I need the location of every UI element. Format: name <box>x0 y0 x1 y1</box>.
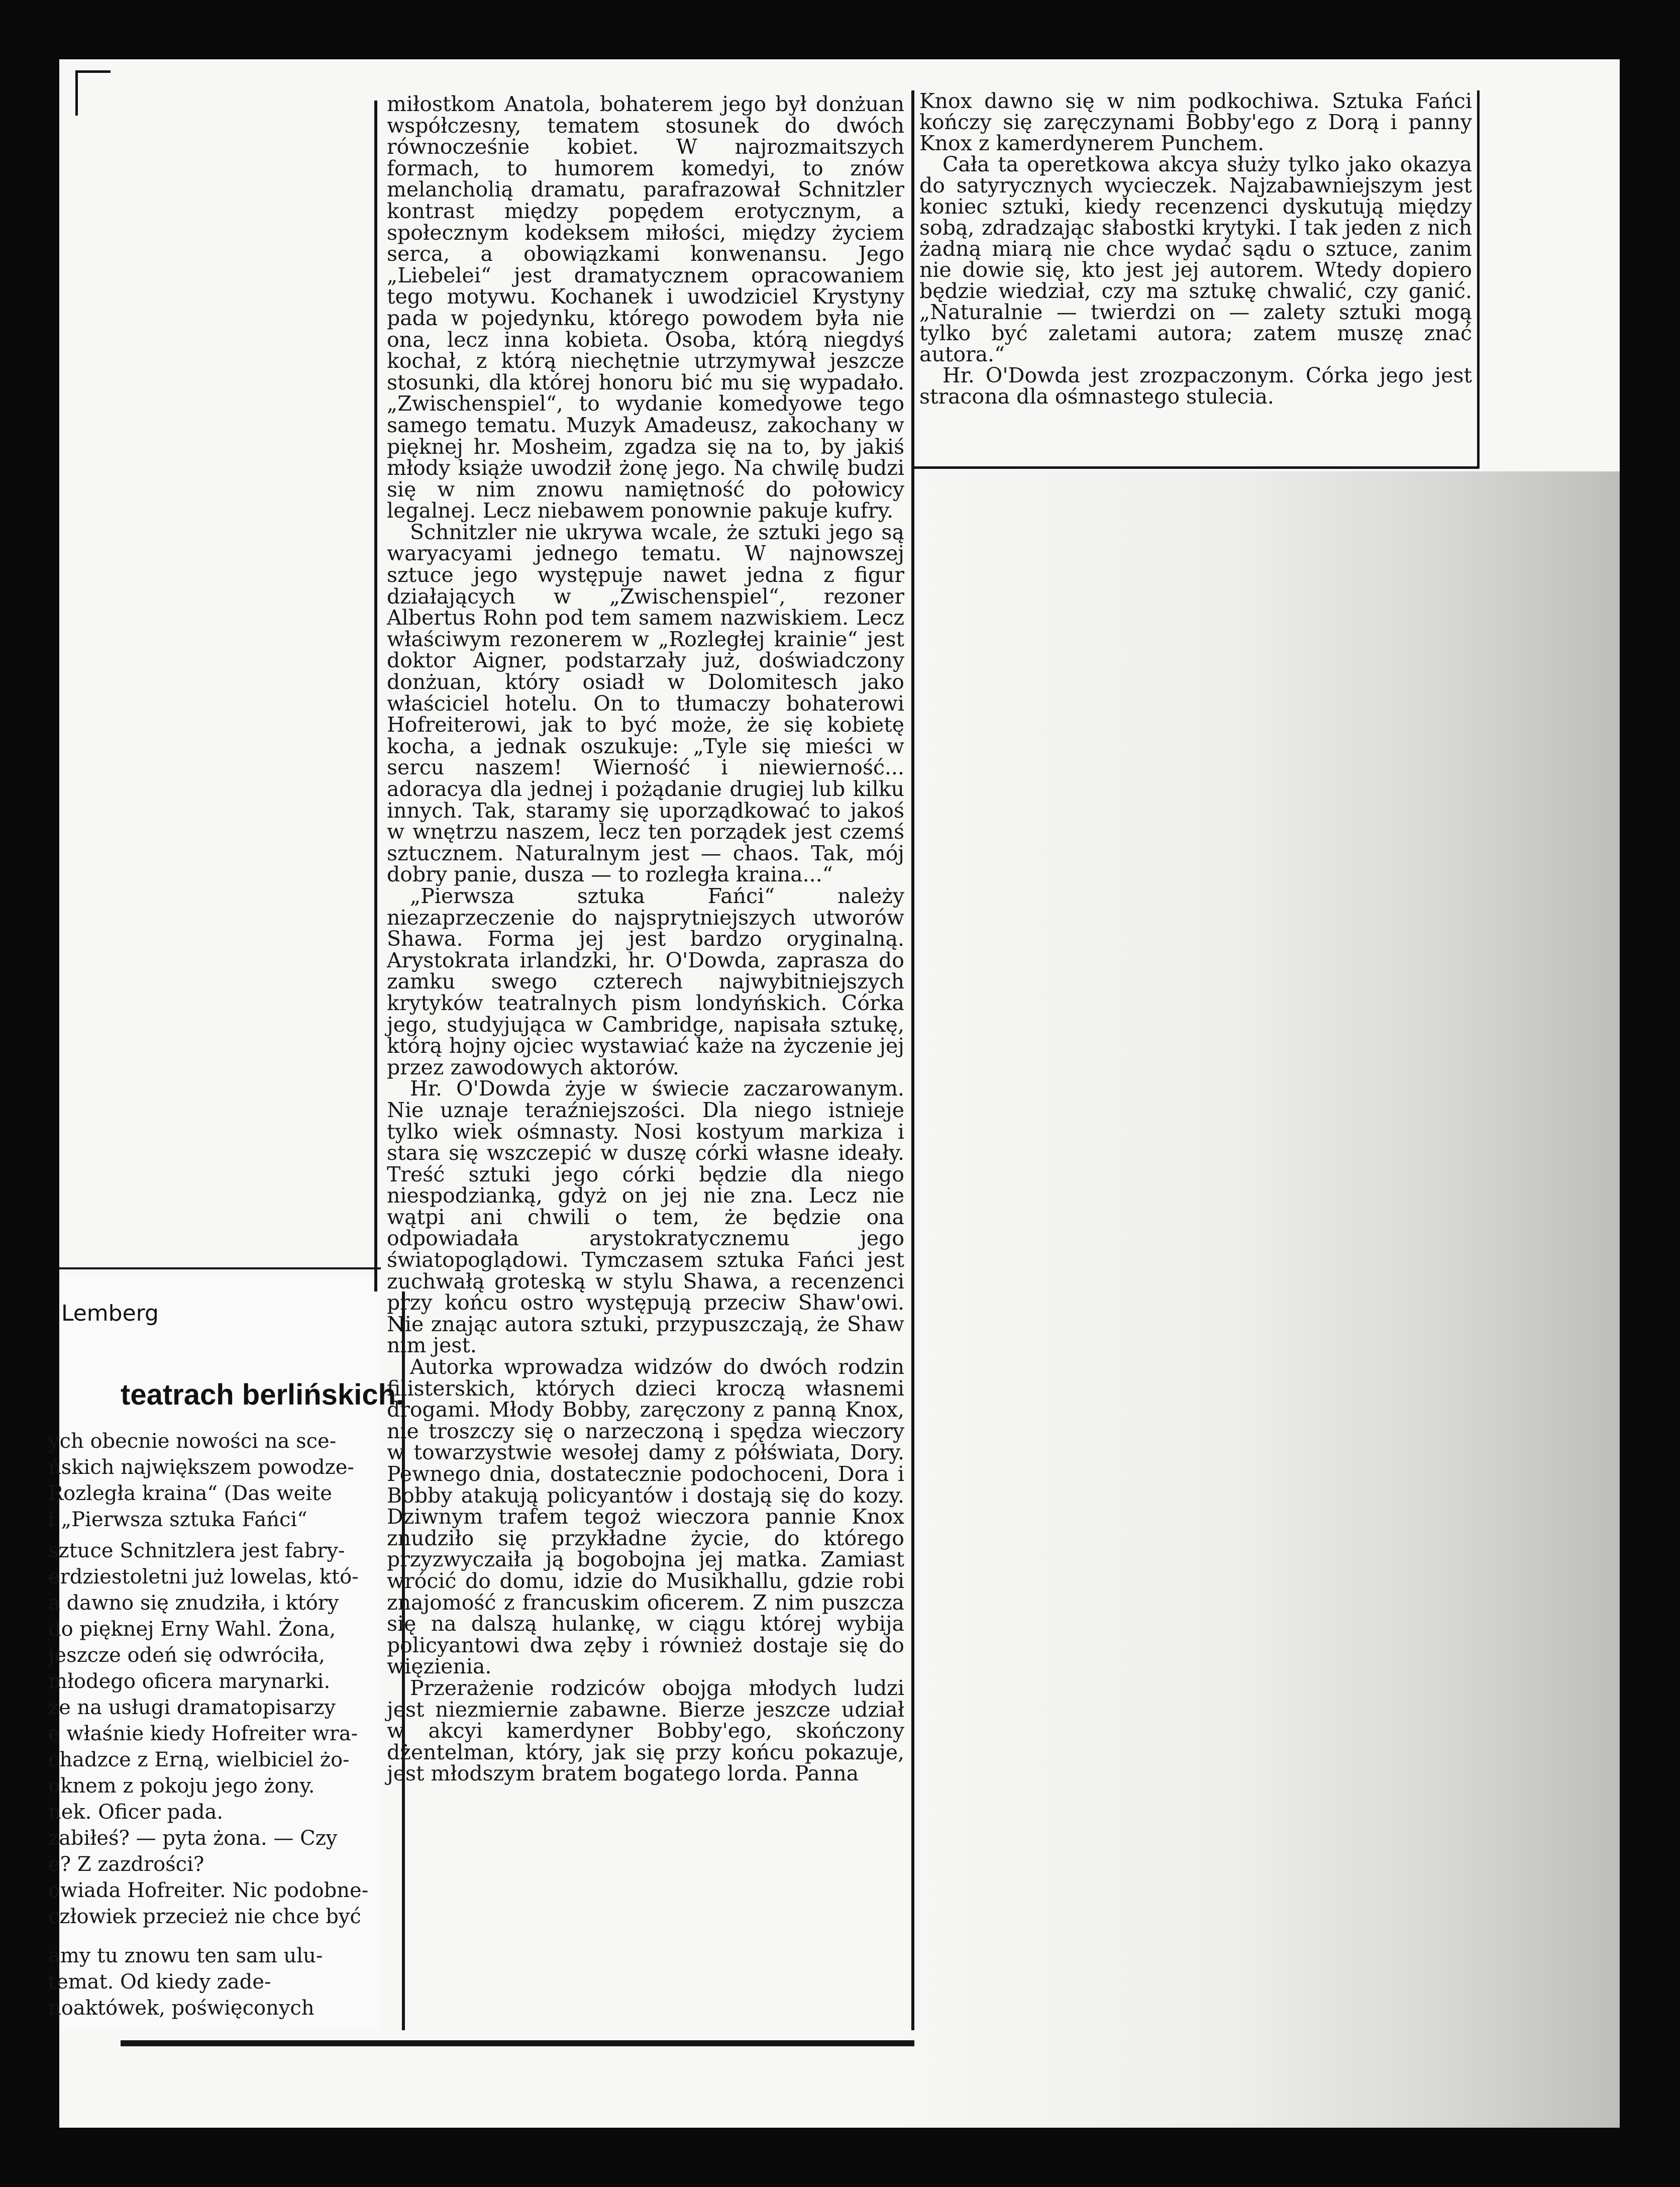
text-line: ych obecnie nowości na sce- <box>48 1430 337 1453</box>
paragraph: Hr. O'Dowda żyje w świecie zaczarowanym. Nie uznaje teraźniejszości. Dla niego istnieje tylko wiek ośmnasty. Nosi kostyum markiza i stara się wszczepić w duszę córki własne ideały. Treść sztuki jego córki będzie dla niego niespodzianką, gdyż on jej nie zna. Lecz nie wątpi ani chwili o tem, że będzie ona odpowiadała arystokratycznemu jego światopoglądowi. Tymczasem sztuka Fańci jest zuchwałą groteską w stylu Shawa, a recenzenci przy końcu ostro występują przeciw Shaw'owi. Nie znając autora sztuki, przypuszczają, że Shaw nim jest. <box>387 1076 904 1358</box>
right-column-right-rule <box>1477 90 1480 468</box>
left-clipping-top-rule <box>59 1267 381 1269</box>
text-line: erdziestoletni już lowelas, któ- <box>48 1565 359 1588</box>
text-line: jeszcze odeń się odwróciła, <box>48 1644 325 1667</box>
text-line: ze na usługi dramatopisarzy <box>48 1696 336 1719</box>
text-line: sztuce Schnitzlera jest fabry- <box>48 1539 345 1562</box>
paragraph: Hr. O'Dowda jest zrozpaczonym. Córka jego jest stracona dla ośmnastego stulecia. <box>919 363 1472 409</box>
text-line: do pięknej Erny Wahl. Żona, <box>48 1618 336 1641</box>
text-line: a dawno się znudziła, i który <box>48 1592 339 1615</box>
text-line: i „Pierwsza sztuka Fańci“ <box>48 1508 307 1531</box>
paragraph: miłostkom Anatola, bohaterem jego był donżuan współczesny, tematem stosunek do dwóch równocześnie kobiet. W najrozmaitszych formach, to humorem komedyi, to znów melancholią dramatu, parafrazował Schnitzler kontrast między popędem erotycznym, a społecznym kodeksem miłości, między życiem serca, a obowiązkami konwenansu. Jego „Liebelei“ jest dramatycznem opracowaniem tego motywu. Kochanek i uwodziciel Krystyny pada w pojedynku, którego powodem była nie ona, lecz inna kobieta. Osoba, którą niegdyś kochał, z którą niechętnie utrzymywał jeszcze stosunki, dla której honoru bić mu się wypadało. „Zwischenspiel“, to wydanie komedyowe tego samego tematu. Muzyk Amadeusz, zakochany w pięknej hr. Mosheim, zgadza się na to, by jakiś młody książe uwodził żonę jego. Na chwilę budzi się w nim znowu namiętność do połowicy legalnej. Lecz niebawem ponownie pakuje kufry. <box>387 92 904 523</box>
corner-mark-top-left-v <box>75 70 78 116</box>
text-line: ńskich największem powodze- <box>48 1456 354 1479</box>
text-line: amy tu znowu ten sam ulu- <box>48 1944 323 1967</box>
right-column <box>919 90 1472 407</box>
text-line: oknem z pokoju jego żony. <box>48 1774 315 1798</box>
text-line: owiada Hofreiter. Nic podobne- <box>48 1879 369 1902</box>
paragraph: Autorka wprowadza widzów do dwóch rodzin filisterskich, których dzieci kroczą własnemi drogami. Młody Bobby, zaręczony z panną Knox, nie troszczy się o narzeczoną i spędza wieczory w towarzystwie wesołej damy z półświata, Dory. Pewnego dnia, dostatecznie podochoceni, Dora i Bobby atakują policyantów i dostają się do kozy. Dziwnym trafem tegoż wieczora pannie Knox znudziło się przykładne życie, do którego przyzwyczaiła ją bogobojna jej matka. Zamiast wrócić do domu, idzie do Musikhallu, gdzie robi znajomość z francuskim oficerem. Z nim puszcza się na dalszą hulankę, w ciągu której wybija policyantowi dwa zęby i również dostaje się do więzienia. <box>387 1355 904 1679</box>
paragraph: Przerażenie rodziców obojga młodych ludzi jest niezmiernie zabawne. Bierze jeszcze udział w akcyi kamerdyner Bobby'ego, skończony dżentelman, który, jak się przy końcu pokazuje, jest młodszym bratem bogatego lorda. Panna <box>387 1675 904 1786</box>
section-heading: teatrach berlińskich. <box>121 1378 404 1411</box>
paragraph: Schnitzler nie ukrywa wcale, że sztuki jego są waryacyami jednego tematu. W najnowszej sztuce jego występuje nawet jedna z figur działających w „Zwischenspiel“, rezoner Albertus Rohn pod tem samem nazwiskiem. Lecz właściwym rezonerem w „Rozległej krainie“ jest doktor Aigner, podstarzały już, doświadczony donżuan, który osiadł w Dolomitesch jako właściciel hotelu. On to tłumaczy bohaterowi Hofreiterowi, jak to być może, że się kobietę kocha, a jednak oszukuje: „Tyle się mieści w sercu naszem! Wierność i niewierność... adoracya dla jednej i pożądanie drugiej lub kilku innych. Tak, staramy się uporządkować to jakoś w wnętrzu naszem, lecz ten porządek jest czemś sztucznem. Naturalnym jest — chaos. Tak, mój dobry panie, dusza — to rozległa kraina...“ <box>387 520 904 887</box>
text-line: nek. Oficer pada. <box>48 1801 224 1824</box>
text-line: człowiek przecież nie chce być <box>48 1905 361 1928</box>
scan-shading <box>909 471 1620 2128</box>
text-line: zabiłeś? — pyta żona. — Czy <box>48 1827 338 1850</box>
column-divider-rule <box>911 90 914 2030</box>
middle-column-left-rule <box>374 101 377 1291</box>
right-column-bottom-rule <box>911 466 1479 469</box>
text-line: chadzce z Erną, wielbiciel żo- <box>48 1748 350 1771</box>
text-line: temat. Od kiedy zade- <box>48 1970 271 1994</box>
text-line: Rozległa kraina“ (Das weite <box>48 1482 332 1505</box>
paragraph: „Pierwsza sztuka Fańci“ należy niezaprzeczenie do najsprytniejszych utworów Shawa. Forma jej jest bardzo oryginalną. Arystokrata irlandzki, hr. O'Dowda, zaprasza do zamku swego czterech najwybitniejszych krytyków teatralnych pism londyńskich. Córka jego, studyjująca w Cambridge, napisała sztukę, którą hojny ojciec wystawiać każe na życzenie jej przez zawodowych aktorów. <box>387 883 904 1079</box>
text-line: e właśnie kiedy Hofreiter wra- <box>48 1722 358 1745</box>
middle-column <box>387 93 904 1784</box>
paragraph: Cała ta operetkowa akcya służy tylko jako okazya do satyrycznych wycieczek. Najzabawniejszym jest koniec sztuki, kiedy recenzenci dyskutują między sobą, zdradzając słabostki krytyki. I tak jeden z nich żadną miarą nie chce wydać sądu o sztuce, zanim nie dowie się, kto jest jej autorem. Wtedy dopiero będzie wiedział, czy ma sztukę chwalić, czy ganić. „Naturalnie — twierdzi on — zalety sztuki mogą tylko być zaletami autora; zatem muszę znać autora.“ <box>919 152 1472 366</box>
place-label: Lemberg <box>61 1301 159 1326</box>
left-column-fragment <box>48 1428 375 2031</box>
page-bottom-rule <box>121 2040 914 2046</box>
text-line: młodego oficera marynarki. <box>48 1670 331 1693</box>
text-line: e? Z zazdrości? <box>48 1853 204 1876</box>
paragraph: Knox dawno się w nim podkochiwa. Sztuka Fańci kończy się zaręczynami Bobby'ego z Dorą i panny Knox z kamerdynerem Punchem. <box>919 89 1472 155</box>
corner-mark-top-left-h <box>75 70 111 73</box>
text-line <box>48 1533 375 1538</box>
text-line: noaktówek, poświęconych <box>48 1997 314 2020</box>
text-line <box>48 1930 375 1943</box>
